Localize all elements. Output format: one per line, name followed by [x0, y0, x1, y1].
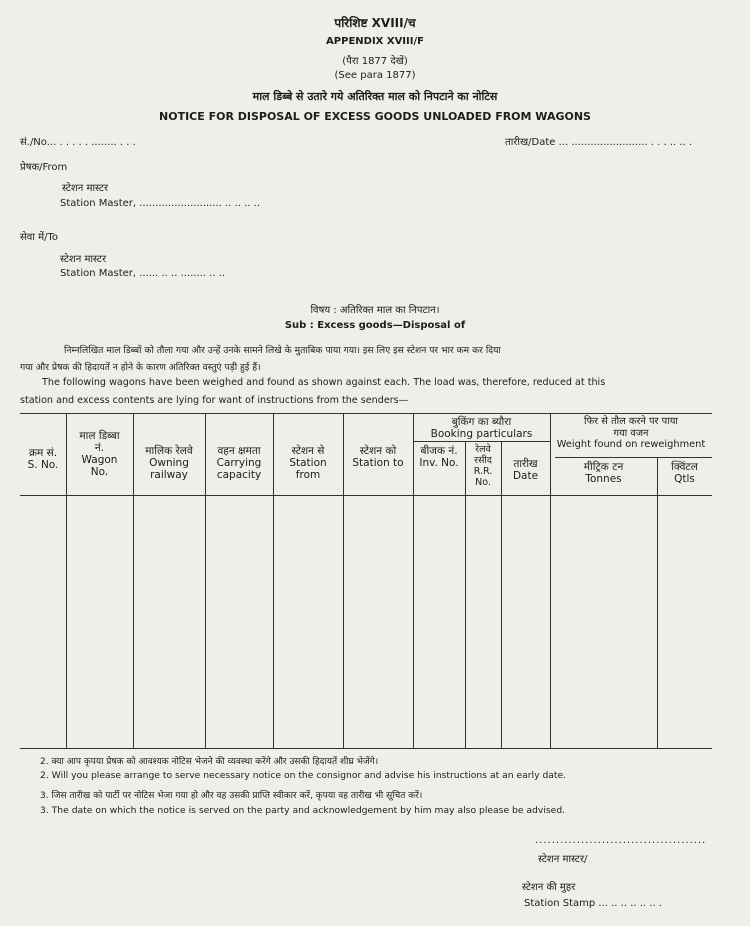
header-booking-english: Booking particulars: [430, 428, 533, 440]
header-station-from-english-1: Station: [289, 457, 327, 469]
header-station-from-english-2: from: [295, 469, 321, 481]
to-station-master-hindi: स्टेशन मास्टर: [60, 254, 107, 265]
header-carrying-english-1: Carrying: [216, 457, 262, 469]
header-serial-number-english: S. No.: [27, 459, 59, 471]
header-rr-number: [465, 444, 501, 488]
header-station-from: [273, 445, 343, 481]
header-serial-number: [20, 447, 66, 471]
subject-english: Sub : Excess goods—Disposal of: [284, 320, 466, 331]
notice-title-english: NOTICE FOR DISPOSAL OF EXCESS GOODS UNLOADED FROM WAGONS: [159, 110, 591, 123]
header-date-english: Date: [512, 470, 539, 482]
note-3-english: 3. The date on which the notice is served on the party and acknowledgement by him may also please be advised.: [40, 805, 566, 816]
header-wagon-hindi-1: माल डिब्बा: [79, 430, 120, 442]
to-station-master-label: Station Master,: [60, 268, 137, 279]
header-tonnes-english: Tonnes: [585, 473, 622, 485]
header-carrying-english-2: capacity: [216, 469, 262, 481]
header-invoice-hindi: बीजक नं.: [420, 445, 458, 457]
header-carrying-capacity: [205, 445, 273, 481]
note-2-hindi: 2. क्या आप कृपया प्रेषक को आवश्यक नोटिस भेजने की व्यवस्था करेंगे और उसकी हिदायतें शीघ्र भेजेंगे।: [40, 757, 379, 767]
header-weight-found: [550, 416, 712, 451]
station-master-signature-label: स्टेशन मास्टर/: [538, 854, 588, 865]
header-wagon-english-2: No.: [90, 466, 109, 478]
header-invoice-number: [413, 445, 465, 469]
station-stamp-label: Station Stamp: [524, 898, 596, 909]
notice-title-hindi: माल डिब्बे से उतारे गये अतिरिक्त माल को निपटाने का नोटिस: [252, 90, 498, 103]
header-date-hindi: तारीख: [513, 458, 538, 470]
to-label: सेवा में/To: [20, 232, 58, 243]
booking-sub-rule: [413, 441, 550, 442]
col-divider: [501, 441, 502, 748]
table-bottom-rule: [20, 748, 712, 749]
header-weight-english: Weight found on reweighment: [556, 439, 706, 450]
note-2-english: 2. Will you please arrange to serve necessary notice on the consignor and advise his instructions at an early date.: [40, 770, 567, 781]
table-header-rule: [20, 495, 712, 496]
from-station-master: [60, 198, 260, 209]
subject-hindi: विषय : अतिरिक्त माल का निपटान।: [310, 305, 440, 316]
header-date: [501, 458, 550, 482]
body-english-line-1: The following wagons have been weighed and found as shown against each. The load was, therefore, reduced at this: [42, 377, 606, 388]
date-dots: ........................ . . . .. .. .: [571, 137, 693, 148]
station-stamp: [524, 898, 662, 909]
table-top-rule: [20, 413, 712, 414]
header-wagon-english-1: Wagon: [81, 454, 118, 466]
header-owning-english-1: Owning: [149, 457, 189, 469]
header-station-to-hindi: स्टेशन को: [359, 445, 397, 457]
header-station-from-hindi: स्टेशन से: [291, 445, 325, 457]
header-quintals-english: Qtls: [674, 473, 695, 485]
para-ref-english: (See para 1877): [334, 70, 416, 81]
from-station-dots: .......................... .. .. .. ..: [139, 198, 261, 209]
number-field: [20, 134, 136, 148]
col-divider: [657, 457, 658, 748]
header-owning-english-2: railway: [150, 469, 188, 481]
header-rr-hindi-1: रेलवे: [475, 444, 491, 455]
note-3-hindi: 3. जिस तारीख को पार्टी पर नोटिस भेजा गया हो और वह उसकी प्राप्ति स्वीकार करें, कृपया वह तारीख भी सूचित करें।: [40, 791, 423, 801]
header-carrying-hindi: वहन क्षमता: [217, 445, 261, 457]
header-weight-hindi-1: फिर से तौल करने पर पाया: [584, 416, 678, 427]
from-label: प्रेषक/From: [20, 162, 68, 173]
number-dots: . . . . . ........ . . .: [59, 137, 136, 148]
station-stamp-dots: ... .. .. .. .. .. .: [598, 898, 662, 909]
body-english-line-2: station and excess contents are lying for want of instructions from the senders—: [20, 395, 409, 406]
appendix-title-english: APPENDIX XVIII/F: [326, 36, 424, 47]
appendix-title-hindi: परिशिष्ट XVIII/च: [334, 16, 416, 30]
station-stamp-hindi: स्टेशन की मुहर: [522, 882, 576, 893]
para-ref-hindi: (पैरा 1877 देखें): [342, 56, 408, 67]
from-station-master-label: Station Master,: [60, 198, 137, 209]
header-rr-english-1: R.R.: [473, 466, 493, 477]
header-wagon-number: [66, 430, 133, 478]
header-invoice-english: Inv. No.: [419, 457, 459, 469]
header-serial-number-hindi: क्रम सं.: [28, 447, 58, 459]
header-tonnes-hindi: मीट्रिक टन: [583, 461, 624, 473]
header-owning-railway: [133, 445, 205, 481]
body-hindi-line-2: गया और प्रेषक की हिदायतें न होने के कारण अतिरिक्त वस्तुएं पड़ी हुई हैं।: [20, 362, 261, 373]
header-wagon-hindi-2: नं.: [94, 442, 105, 454]
date-field: [505, 134, 692, 148]
from-station-master-hindi: स्टेशन मास्टर: [62, 183, 109, 194]
date-label: तारीख/Date ...: [505, 137, 569, 148]
header-quintals: [657, 461, 712, 485]
signature-line: .........................................: [535, 835, 707, 846]
header-weight-hindi-2: गया वजन: [613, 427, 649, 439]
header-rr-english-2: No.: [475, 477, 491, 488]
header-booking-hindi: बुकिंग का ब्यौरा: [451, 416, 512, 428]
header-owning-hindi: मालिक रेलवे: [145, 445, 193, 457]
header-booking-particulars: [413, 416, 550, 440]
number-label: सं./No...: [20, 137, 57, 148]
header-tonnes: [550, 461, 657, 485]
to-station-dots: ...... .. .. ........ .. ..: [139, 268, 226, 279]
header-rr-hindi-2: रसीद: [474, 455, 492, 466]
to-station-master: [60, 268, 225, 279]
weight-sub-rule: [555, 457, 712, 458]
body-hindi-line-1: निम्नलिखित माल डिब्बों को तौला गया और उन्हें उनके सामने लिखे के मुताबिक पाया गया। इस लिए इस स्टेशन पर भार कम कर दिया: [64, 345, 501, 356]
header-station-to-english: Station to: [352, 457, 404, 469]
header-quintals-hindi: क्विंटल: [671, 461, 698, 473]
header-station-to: [343, 445, 413, 469]
